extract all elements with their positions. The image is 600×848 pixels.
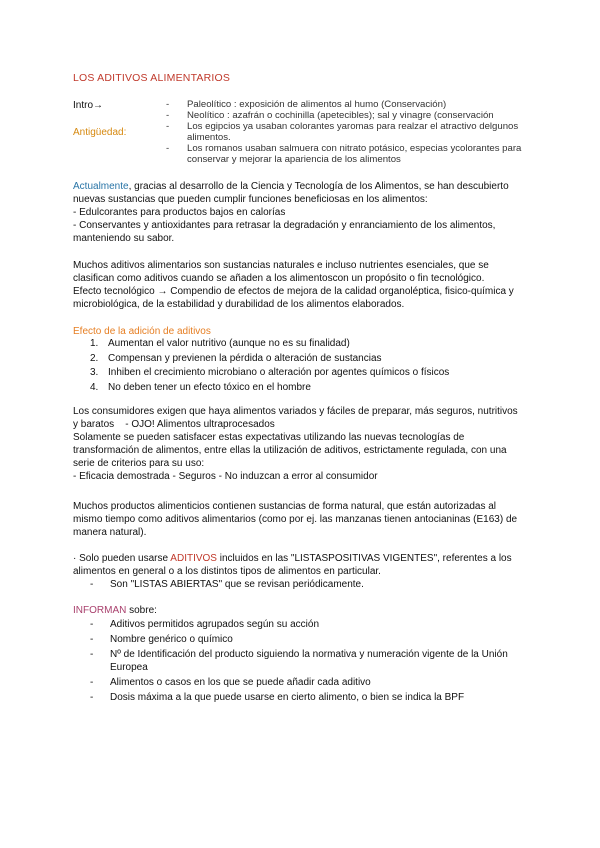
efecto-heading: Efecto de la adición de aditivos: [73, 326, 211, 337]
intro-label: Intro→: [73, 100, 104, 111]
list-number: 1.: [90, 338, 99, 349]
listas-sublist: [90, 578, 526, 593]
paragraph-text: mismo tiempo como aditivos alimentarios (como por ej. las manzanas tienen antocianinas (E163) de: [73, 514, 518, 525]
paragraph-text: - Conservantes y antioxidantes para retrasar la degradación y enranciamiento de los alimentos,: [73, 220, 496, 231]
list-item: - Son "LISTAS ABIERTAS" que se revisan periódicamente.: [90, 578, 526, 591]
paragraph-text: manera natural).: [73, 527, 147, 538]
paragraph-text: y baratos - OJO! Alimentos ultraprocesados: [73, 419, 275, 430]
paragraph-text: serie de criterios para su uso:: [73, 458, 205, 469]
paragraph-text: Los consumidores exigen que haya alimentos variados y fáciles de preparar, más seguros, nutritivos: [73, 406, 518, 417]
intro-list: [166, 99, 526, 165]
list-text: Inhiben el crecimiento microbiano o alteración por agentes químicos o físicos: [108, 367, 450, 378]
highlight-aditivos: ADITIVOS: [170, 553, 217, 564]
list-item: [73, 381, 525, 396]
paragraph-text: Muchos aditivos alimentarios son sustancias naturales e incluso nutrientes esenciales, que se: [73, 260, 489, 271]
list-item: - Alimentos o casos en los que se puede añadir cada aditivo: [90, 676, 526, 689]
list-text: No deben tener un efecto tóxico en el hombre: [108, 381, 311, 393]
paragraph-text: , gracias al desarrollo de la Ciencia y Tecnología de los Alimentos, se han descubierto: [128, 181, 509, 192]
list-number: 3.: [90, 367, 99, 378]
highlight-informan: INFORMAN: [73, 605, 127, 616]
list-item: [73, 366, 525, 381]
paragraph-consumidores: [73, 405, 525, 483]
intro-item: - Los romanos usaban salmuera con nitrato potásico, especias ycolorantes para conservar y mejorar la apariencia de los alimentos: [166, 143, 526, 165]
list-item: [73, 337, 525, 352]
list-item: - Aditivos permitidos agrupados según su acción: [90, 618, 526, 631]
intro-item: - Paleolítico : exposición de alimentos al humo (Conservación): [166, 99, 526, 110]
paragraph-text: Solamente se pueden satisfacer estas expectativas utilizando las nuevas tecnologías de: [73, 432, 465, 443]
list-item: - Nº de Identificación del producto siguiendo la normativa y numeración vigente de la Unión Europea: [90, 648, 526, 674]
list-text: Compensan y previenen la pérdida o alteración de sustancias: [108, 352, 382, 364]
intro-item: - Los egipcios ya usaban colorantes yaromas para realzar el atractivo delgunos alimentos.: [166, 121, 526, 143]
paragraph-text: clasifican como aditivos cuando se añaden a los alimentoscon un propósito o fin tecnológico.: [73, 273, 485, 284]
paragraph-aditivos-naturales: [73, 259, 525, 311]
paragraph-actualmente: [73, 180, 525, 245]
paragraph-text: Efecto tecnológico → Compendio de efectos de mejora de la calidad organoléptica, fisico-química y: [73, 286, 514, 297]
document-title: LOS ADITIVOS ALIMENTARIOS: [73, 72, 231, 84]
paragraph-text: alimentos en general o a los distintos tipos de alimentos en particular.: [73, 566, 381, 577]
efecto-list: [73, 337, 525, 395]
paragraph-text: sobre:: [126, 605, 157, 616]
paragraph-text: manteniendo su sabor.: [73, 233, 175, 244]
list-text: Aumentan el valor nutritivo (aunque no es su finalidad): [108, 338, 350, 349]
list-number: 2.: [90, 352, 99, 364]
paragraph-text: - Eficacia demostrada - Seguros - No induzcan a error al consumidor: [73, 471, 378, 482]
list-item: - Nombre genérico o químico: [90, 633, 526, 646]
list-item: - Dosis máxima a la que puede usarse en cierto alimento, o bien se indica la BPF: [90, 691, 526, 704]
paragraph-text: - Edulcorantes para productos bajos en calorías: [73, 207, 286, 218]
paragraph-listas-positivas: [73, 552, 525, 578]
list-number: 4.: [90, 381, 99, 393]
list-item: [73, 352, 525, 367]
paragraph-text: incluidos en las "LISTASPOSITIVAS VIGENTES", referentes a los: [216, 553, 512, 564]
paragraph-text: transformación de alimentos, entre ellas la utilización de aditivos, estrictamente regulada, con una: [73, 445, 507, 456]
intro-item: - Neolítico : azafrán o cochinilla (apetecibles); sal y vinagre (conservación: [166, 110, 526, 121]
paragraph-text: microbiológica, de la estabilidad y durabilidad de los alimentos elaborados.: [73, 299, 405, 310]
paragraph-text: nuevas sustancias que pueden cumplir funciones beneficiosas en los alimentos:: [73, 194, 428, 205]
informan-list: [90, 618, 526, 706]
paragraph-text: Muchos productos alimenticios contienen sustancias de forma natural, que están autorizadas al: [73, 501, 497, 512]
informan-heading: [73, 604, 525, 617]
paragraph-text: · Solo pueden usarse: [73, 553, 171, 564]
antiguedad-label: Antigüedad:: [73, 127, 127, 138]
highlight-actualmente: Actualmente: [73, 181, 129, 192]
paragraph-productos-naturales: [73, 500, 525, 539]
